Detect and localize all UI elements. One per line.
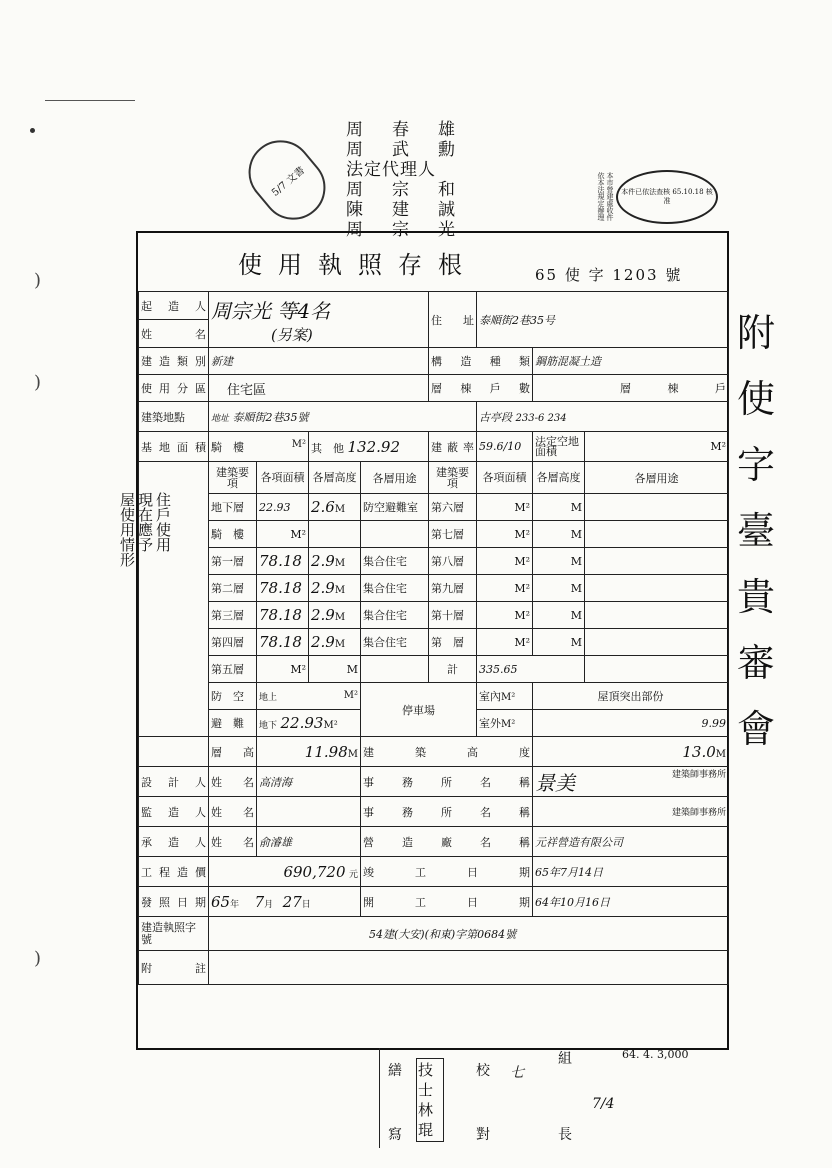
contractor-label: 承造人 xyxy=(139,827,209,857)
applicant-name: 陳 建 誠 xyxy=(346,200,461,220)
buildings-unit: 棟 xyxy=(667,382,679,395)
start-label: 開 工 日 期 xyxy=(361,887,533,917)
applicant-name: 周 宗 和 xyxy=(346,180,461,200)
builder-label: 起造人 xyxy=(139,292,209,320)
floor-name-right: 第九層 xyxy=(429,575,477,602)
floor-area-cell xyxy=(257,602,309,629)
unit-m: M xyxy=(334,585,346,596)
floor-height-m: M xyxy=(347,748,358,760)
floor-height-unit: M xyxy=(533,521,585,548)
scan-mark: ) xyxy=(34,372,42,393)
civil-defense-row xyxy=(139,683,729,710)
floor-area-unit: M² xyxy=(477,575,533,602)
parking-label: 停車場 xyxy=(361,683,477,737)
zone-value: 住宅區 xyxy=(209,375,429,402)
applicant-name: 法定代理人 xyxy=(346,160,436,180)
total-label: 計 xyxy=(429,656,477,683)
document-number: 65 使 字 1203 號 xyxy=(535,266,683,284)
site-label-text: 建築地點 xyxy=(141,410,185,424)
zone-label: 使用分區 xyxy=(139,375,209,402)
vertical-note: 本市營建處收件依本法規定辦理 xyxy=(597,172,614,221)
arcade-label: 騎 樓 xyxy=(211,440,244,454)
right-char: 審 xyxy=(737,641,776,685)
contractor-company-label: 營 造 廠 名 稱 xyxy=(361,827,533,857)
floor-area: 78.18 xyxy=(259,579,302,597)
floor-height-total xyxy=(257,737,361,767)
legal-open-unit: M² xyxy=(585,432,729,462)
supervisor-office-label: 事 務 所 名 稱 xyxy=(361,797,533,827)
signature-strip xyxy=(379,1048,778,1148)
floor-use-right xyxy=(585,602,729,629)
indoor-text: 室內 xyxy=(479,690,502,703)
tech-stamp: 技士 林 琨 xyxy=(416,1058,444,1142)
site-lot-number: 233-6 234 xyxy=(515,412,567,424)
designer-name-label: 姓 名 xyxy=(209,767,257,797)
below-ground xyxy=(257,710,361,737)
floor-height-unit: M xyxy=(533,575,585,602)
supervisor-office-suffix: 建築師事務所 xyxy=(672,808,727,818)
total-blank xyxy=(585,656,729,683)
floor-use-right xyxy=(585,629,729,656)
indoor-unit: M² xyxy=(501,692,516,703)
floor-name-right: 第 層 xyxy=(429,629,477,656)
scan-line xyxy=(45,100,135,101)
builder-value xyxy=(209,292,429,348)
above-unit: M² xyxy=(343,689,358,701)
permit-label: 建造執照字號 xyxy=(139,917,209,951)
floor-area-cell xyxy=(257,629,309,656)
drafter-label-2: 寫 xyxy=(388,1127,402,1143)
remarks-label: 附 註 xyxy=(139,951,209,985)
issue-month: 7 xyxy=(254,892,265,911)
header-use-right: 各層用途 xyxy=(585,462,729,494)
site-sublabel: 地址 xyxy=(211,413,230,424)
issue-year: 65 xyxy=(211,892,231,911)
below-value: 22.93 xyxy=(280,714,324,732)
scan-dot xyxy=(30,128,35,133)
completion-label: 竣 工 日 期 xyxy=(361,857,533,887)
header-height: 各層高度 xyxy=(309,462,361,494)
header-use: 各層用途 xyxy=(361,462,429,494)
header-items-right: 建築要項 xyxy=(429,462,477,494)
floor-height-cell xyxy=(309,602,361,629)
right-char: 字 xyxy=(737,443,776,487)
designer-name: 高清海 xyxy=(257,767,361,797)
site-address-value: 泰順街2巷35號 xyxy=(232,410,309,424)
outdoor-text: 室外 xyxy=(479,717,502,730)
category-label: 建造類別 xyxy=(139,348,209,375)
floor-height-unit: M xyxy=(533,629,585,656)
permit-value: 54建(大安)(和東)字第0684號 xyxy=(209,917,729,951)
floor-name: 第四層 xyxy=(209,629,257,656)
left-note: 現在應予 xyxy=(136,492,154,552)
floor-area: 22.93 xyxy=(257,494,309,521)
area-label: 基地面積 xyxy=(139,432,209,462)
supervisor-label: 監造人 xyxy=(139,797,209,827)
outdoor-unit: M² xyxy=(501,719,516,730)
floor-row xyxy=(139,521,729,548)
arcade-area xyxy=(209,432,309,462)
floor-name-right: 第六層 xyxy=(429,494,477,521)
remarks-value xyxy=(209,951,729,985)
other-label: 其 他 xyxy=(311,441,344,455)
unit-m: M xyxy=(334,558,346,569)
floor-use-right xyxy=(585,521,729,548)
header-items: 建築要項 xyxy=(209,462,257,494)
floor-use: 防空避難室 xyxy=(361,494,429,521)
contractor-company: 元祥營造有限公司 xyxy=(533,827,729,857)
issue-label: 發照日期 xyxy=(139,887,209,917)
receipt-stamp-text: 5/7 文書 xyxy=(269,164,307,199)
floor-area-cell xyxy=(257,575,309,602)
check-label: 校 xyxy=(476,1063,490,1079)
cost-value: 690,720 xyxy=(283,862,346,881)
floor-height-cell xyxy=(309,629,361,656)
arcade-unit: M² xyxy=(291,438,306,450)
floor-height-value: 11.98 xyxy=(304,742,348,761)
applicant-name: 周 武 勳 xyxy=(346,140,461,160)
floors-units-value xyxy=(533,375,729,402)
approval-stamp-text: 本件已依法查核 65.10.18 核准 xyxy=(621,188,713,205)
floor-area-cell xyxy=(257,548,309,575)
contractor-name: 俞濬雄 xyxy=(257,827,361,857)
completion-date: 65年7月14日 xyxy=(533,857,729,887)
builder-name: 周宗光 等4名 xyxy=(211,298,331,323)
floor-name: 第五層 xyxy=(209,656,257,683)
floor-height: 2.9 xyxy=(311,552,335,570)
floor-height-unit: M xyxy=(533,548,585,575)
floor-use-right xyxy=(585,575,729,602)
floor-height-label: 層 高 xyxy=(209,737,257,767)
building-height xyxy=(533,737,729,767)
left-notes xyxy=(118,492,188,832)
above-label: 地上 xyxy=(259,692,278,703)
below-label: 地下 xyxy=(259,721,278,731)
issue-date: 65年 7月 27日 xyxy=(209,887,361,917)
floor-use-right xyxy=(585,548,729,575)
floor-row xyxy=(139,575,729,602)
designer-office xyxy=(533,767,729,797)
applicant-name: 周 宗 光 xyxy=(346,220,461,240)
designer-office-label: 事 務 所 名 稱 xyxy=(361,767,533,797)
right-char: 臺 xyxy=(737,509,776,553)
floor-name: 地下層 xyxy=(209,494,257,521)
total-area: 335.65 xyxy=(477,656,585,683)
floor-name-right: 第十層 xyxy=(429,602,477,629)
group-label: 組 xyxy=(558,1051,572,1067)
floor-row xyxy=(139,629,729,656)
site-lot-name: 古亭段 xyxy=(479,410,513,424)
builder-note: (另案) xyxy=(271,325,313,344)
cost-label: 工程造價 xyxy=(139,857,209,887)
applicant-name: 周 春 雄 xyxy=(346,120,461,140)
drafter-label: 繕 xyxy=(388,1063,402,1079)
floor-area-unit: M² xyxy=(477,548,533,575)
site-address xyxy=(209,402,477,432)
header-height-right: 各層高度 xyxy=(533,462,585,494)
roof-value: 9.99 xyxy=(533,710,729,737)
floor-use: 集合住宅 xyxy=(361,575,429,602)
right-char: 會 xyxy=(737,707,776,751)
coverage-value: 59.6/10 xyxy=(477,432,533,462)
permit-table xyxy=(138,291,729,985)
floor-use: 集合住宅 xyxy=(361,548,429,575)
building-height-m: M xyxy=(715,748,727,760)
structure-value: 鋼筋混凝土造 xyxy=(533,348,729,375)
designer-office-name: 景美 xyxy=(535,771,576,795)
floor-height-unit: M xyxy=(533,494,585,521)
structure-label: 構造種類 xyxy=(429,348,533,375)
indoor-label xyxy=(477,683,533,710)
floor-name-right: 第七層 xyxy=(429,521,477,548)
civil-defense-label: 防 空 xyxy=(209,683,257,710)
site-lot xyxy=(477,402,729,432)
floor-height: 2.9 xyxy=(311,606,335,624)
form-title: 使用執照存根 xyxy=(238,251,478,279)
other-area xyxy=(309,432,429,462)
floor-height-cell xyxy=(309,548,361,575)
floor-use: 集合住宅 xyxy=(361,602,429,629)
roof-label: 屋頂突出部份 xyxy=(533,683,729,710)
site-label xyxy=(139,402,209,432)
units-unit: 戶 xyxy=(715,382,727,395)
supervisor-name xyxy=(257,797,361,827)
floor-use xyxy=(361,521,429,548)
floor-use-right xyxy=(585,494,729,521)
unit-m: M xyxy=(334,504,346,515)
floor-area-unit: M² xyxy=(477,602,533,629)
approval-stamp xyxy=(616,170,718,224)
right-char: 使 xyxy=(737,377,776,421)
scan-mark: ) xyxy=(34,948,42,969)
receipt-stamp xyxy=(235,127,338,232)
outdoor-label xyxy=(477,710,533,737)
unit-m: M xyxy=(334,639,346,650)
floor-name: 騎 樓 xyxy=(209,521,257,548)
address-label: 住 址 xyxy=(429,292,477,348)
floor-row xyxy=(139,602,729,629)
above-ground xyxy=(257,683,361,710)
floor-use: 集合住宅 xyxy=(361,629,429,656)
category-value: 新建 xyxy=(209,348,429,375)
building-height-value: 13.0 xyxy=(682,742,716,761)
group-signature: 7/4 xyxy=(592,1096,615,1112)
floor-area-unit: M² xyxy=(257,521,309,548)
cost-value-cell xyxy=(209,857,361,887)
floors-units-label: 層棟戶數 xyxy=(429,375,533,402)
start-date: 64年10月16日 xyxy=(533,887,729,917)
designer-office-suffix: 建築師事務所 xyxy=(672,770,727,780)
header-area: 各項面積 xyxy=(257,462,309,494)
floor-height: 2.9 xyxy=(311,633,335,651)
left-note: 屋使用情形 xyxy=(118,492,136,567)
supervisor-office xyxy=(533,797,729,827)
floor-name: 第一層 xyxy=(209,548,257,575)
floor-height-unit: M xyxy=(309,656,361,683)
legal-open-label: 法定空地面積 xyxy=(533,432,585,462)
floor-area: 78.18 xyxy=(259,552,302,570)
floor-area-unit: M² xyxy=(477,629,533,656)
address-value: 泰順街2巷35号 xyxy=(477,292,729,348)
floor-area: 78.18 xyxy=(259,606,302,624)
issue-day: 27 xyxy=(282,892,302,911)
other-value: 132.92 xyxy=(347,437,400,456)
floor-area-unit: M² xyxy=(257,656,309,683)
right-char: 貴 xyxy=(737,575,776,619)
contractor-name-label: 姓 名 xyxy=(209,827,257,857)
coverage-label: 建蔽率 xyxy=(429,432,477,462)
floor-height-cell xyxy=(309,521,361,548)
floor-height-cell xyxy=(309,575,361,602)
supervisor-name-label: 姓 名 xyxy=(209,797,257,827)
floor-height-unit: M xyxy=(533,602,585,629)
check-label-2: 對 xyxy=(476,1127,490,1143)
floor-height: 2.6 xyxy=(311,498,335,516)
left-note: 住戶使用 xyxy=(154,492,172,552)
floor-height: 2.9 xyxy=(311,579,335,597)
floor-height-cell xyxy=(309,494,361,521)
group-label-2: 長 xyxy=(558,1127,572,1143)
below-unit: M² xyxy=(323,720,338,731)
builder-name-label: 姓 名 xyxy=(139,320,209,348)
scan-mark: ) xyxy=(34,270,42,291)
building-height-label: 建 築 高 度 xyxy=(361,737,533,767)
right-margin-chars xyxy=(737,300,777,762)
floor-area-unit: M² xyxy=(477,494,533,521)
shelter-label: 避 難 xyxy=(209,710,257,737)
floor-use xyxy=(361,656,429,683)
cost-unit: 元 xyxy=(348,869,358,880)
floor-name: 第二層 xyxy=(209,575,257,602)
check-signature: 七 xyxy=(510,1065,524,1081)
print-info: 64. 4. 3,000 xyxy=(622,1048,689,1061)
floors-unit: 層 xyxy=(620,382,632,395)
right-char: 附 xyxy=(737,311,776,355)
floor-row xyxy=(139,548,729,575)
floor-name-right: 第八層 xyxy=(429,548,477,575)
unit-m: M xyxy=(334,612,346,623)
floor-name: 第三層 xyxy=(209,602,257,629)
floor-row xyxy=(139,494,729,521)
header-area-right: 各項面積 xyxy=(477,462,533,494)
designer-label: 設計人 xyxy=(139,767,209,797)
floor-area: 78.18 xyxy=(259,633,302,651)
floor-row xyxy=(139,656,729,683)
applicant-names xyxy=(346,120,461,240)
floor-area-unit: M² xyxy=(477,521,533,548)
